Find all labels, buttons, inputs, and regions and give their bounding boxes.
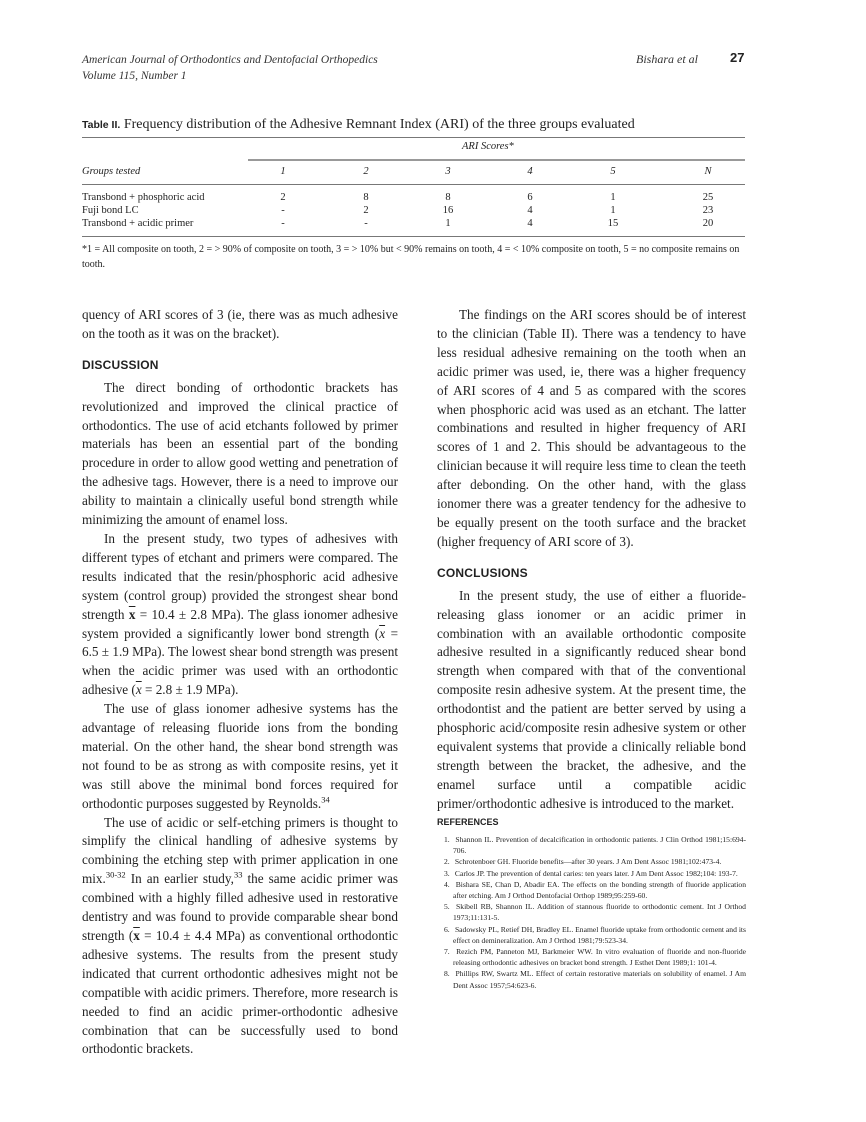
table-header-col: 3 [445,166,451,177]
journal-title: American Journal of Orthodontics and Dentofacial Orthopedics [82,54,378,66]
reference-item [437,879,746,901]
reference-number: 8. [444,969,450,979]
mean-symbol: $\overline{x}$ [128,606,136,622]
text-run: = 2.8 ± 1.9 MPa). [141,682,239,698]
reference-number: 3. [444,868,450,878]
reference-number: 4. [444,879,450,889]
text-run: = 6.5 ± 1.9 MPa). The lowest shear bond strength was present when the acidic primer was used with an orthodontic adhesive ( [82,625,398,698]
table-cell: - [281,218,285,229]
table-cell: 2 [363,205,369,216]
reference-number: 1. [444,835,450,844]
reference-item [437,946,746,968]
reference-number: 6. [444,924,450,934]
reference-text: Carlos JP. The prevention of dental caries: ten years later. J Am Dent Assoc 1982;104: 193-7. [454,868,738,878]
table-caption [82,117,635,133]
table-cell: - [364,218,368,229]
reference-item [437,901,746,923]
text-run: = 10.4 ± 4.4 MPa) as conventional orthodontic adhesive systems. The results from the present study indicated that current orthodontic adhesives might not be compatible with acidic primers. Therefore, more research is needed to find an acidic primer-orthodontic adhesive combination that can be successfully used to bond orthodontic brackets. [82,928,398,1057]
table-cell: 2 [280,192,286,203]
table-cell: 8 [363,192,369,203]
table-row-label: Transbond + acidic primer [82,218,194,229]
reference-text: Rezich PM, Panneton MJ, Barkmeier WW. In vitro evaluation of fluoride and non-fluoride releasing orthodontic adhesives on bracket bond strength. J Esthet Dent 1989;1: 101-4. [453,947,746,968]
section-heading-conclusions: CONCLUSIONS [437,565,528,580]
reference-item [437,856,746,867]
reference-number: 2. [444,857,450,867]
references-heading: REFERENCES [437,817,499,827]
table-span-rule [248,159,745,161]
reference-item [437,968,746,990]
reference-text: Shannon IL. Prevention of decalcification in orthodontic patients. J Clin Orthod 1981;15:694-706. [453,835,746,856]
page-number: 27 [730,50,745,65]
mean-symbol: $\overline{x}$ [135,682,142,698]
table-cell: 4 [527,218,533,229]
table-row-label: Fuji bond LC [82,205,139,216]
text-run: the same acidic primer was combined with a highly filled adhesive used in restorative dentistry and was found to provide comparable shear bond strength ( [82,871,398,943]
reference-number: 5. [444,902,450,912]
table-top-rule [82,137,745,138]
section-heading-discussion: DISCUSSION [82,357,159,372]
references-section [437,817,746,991]
table-header-groups: Groups tested [82,166,141,177]
table-cell: 8 [445,192,451,203]
reference-number: 7. [444,947,450,957]
table-row-label: Transbond + phosphoric acid [82,192,205,203]
table-cell: 15 [607,218,619,229]
text-run: In the present study, two types of adhesives with different types of etchant and primers were compared. The results indicated that the resin/phosphoric acid adhesive system (control group) provided the strongest shear bond strength [82,530,398,622]
paragraph [82,700,398,813]
table-header-col: 4 [527,166,533,177]
reference-item [437,924,746,946]
table-cell: 23 [702,205,714,216]
table-caption-text: Frequency distribution of the Adhesive Remnant Index (ARI) of the three groups evaluated [123,117,635,132]
reference-text: Phillips RW, Swartz ML. Effect of certain restorative materials on solubility of enamel. J Am Dent Assoc 1957;54:623-6. [453,969,746,990]
text-run: The use of glass ionomer adhesive systems has the advantage of releasing fluoride ions from the bonding material. On the other hand, the shear bond strength was not found to be as strong as with composite resins, yet it was still above the minimal bond forces required for orthodontic purposes suggested by Reynolds. [82,701,398,811]
reference-text: Bishara SE, Chan D, Abadir EA. The effects on the bonding strength of fluoride application after etching. Am J Orthod Dentofacial Orthop 1989;95:259-60. [453,879,746,901]
table-span-header: ARI Scores* [462,141,514,152]
citation: 33 [233,869,243,880]
table-cell: 20 [702,218,714,229]
citation: 34 [321,794,330,805]
reference-text: Sadowsky PL, Retief DH, Bradley EL. Enamel fluoride uptake from orthodontic cement and its effect on demineralization. Am J Orthod 1981;79:523-34. [453,924,746,945]
table-cell: - [281,205,285,216]
reference-item [437,834,746,856]
citation: 30-32 [105,869,126,880]
running-head [82,52,378,84]
table-header-col: 5 [610,166,616,177]
mean-symbol: $\overline{x}$ [379,625,386,641]
references-list [437,834,746,991]
text-run: = 10.4 ± 2.8 MPa). The glass ionomer adhesive system provided a significantly lower bond strength ( [82,606,398,641]
table-cell: 1 [610,192,616,203]
running-authors: Bishara et al [636,52,698,66]
table-cell: 1 [445,218,451,229]
table-bottom-rule [82,236,745,237]
paragraph [82,530,398,700]
table-label: Table II. [82,119,121,131]
left-column [82,306,398,1059]
paragraph: The findings on the ARI scores should be of interest to the clinician (Table II). There was a tendency to have less residual adhesive remaining on the tooth when an acidic primer was used, ie, there was a higher frequency of ARI scores of 4 and 5 as compared with the scores when phosphoric acid was used as an etchant. The latter combinations and resulted in higher frequency of ARI scores of 1 and 2. This should be advantageous to the clinician because it will require less time to clean the teeth after debonding. On the other hand, with the glass ionomer there was a greater tendency for the adhesive to be equally present on the tooth surface and the bracket (higher frequency of ARI score of 3). [437,307,746,549]
table-footnote: *1 = All composite on tooth, 2 = > 90% of composite on tooth, 3 = > 10% but < 90% remains on tooth, 4 = < 10% composite on tooth, 5 = no composite remains on tooth. [82,244,740,270]
table-cell: 16 [442,205,454,216]
reference-item [437,868,746,879]
table-header-rule [82,184,745,185]
table-header-col: 1 [280,166,286,177]
table-cell: 6 [527,192,533,203]
table-header-col: 2 [363,166,369,177]
paragraph: In the present study, the use of either a fluoride-releasing glass ionomer or an acidic primer in combination with an available orthodontic composite adhesive resulted in a significantly reduced shear bond strength when compared with that of the conventional composite resin adhesive system. At the present time, the orthodontist and the patient are better served by using a phosphoric acid/composite resin adhesive system or other equivalent systems that provide a clinically reliable bond strength between the bracket, the adhesive, and the enamel surface until a compatible acidic primer/orthodontic adhesive is introduced to the market. [437,587,746,811]
table-cell: 25 [702,192,714,203]
mean-symbol: $\overline{x}$ [133,928,140,943]
reference-text: Schrotenboer GH. Fluoride benefits—after 30 years. J Am Dent Assoc 1981;102:473-4. [454,857,722,867]
table-cell: 1 [610,205,616,216]
right-column [437,306,746,814]
journal-volume: Volume 115, Number 1 [82,70,187,82]
paragraph: The direct bonding of orthodontic brackets has revolutionized and improved the clinical practice of orthodontics. The use of acid etchants followed by primer materials has been an essential part of the bonding procedure in order to allow good wetting and penetration of the adhesive tags. However, there is a need to improve our ability to maintain a clinically useful bond strength while minimizing the amount of enamel loss. [82,379,398,528]
paragraph [82,814,398,1060]
reference-text: Skibell RB, Shannon IL. Addition of stannous fluoride to orthodontic cement. Int J Orthod 1973;11:131-5. [453,902,746,923]
table-cell: 4 [527,205,533,216]
paragraph: quency of ARI scores of 3 (ie, there was as much adhesive on the tooth as it was on the bracket). [82,307,398,341]
text-run: In an earlier study, [125,871,234,887]
table-header-col: N [704,166,712,177]
text-run: The use of acidic or self-etching primers is thought to simplify the clinical handling of adhesive systems by combining the etching step with primer application in one mix. [82,814,398,887]
